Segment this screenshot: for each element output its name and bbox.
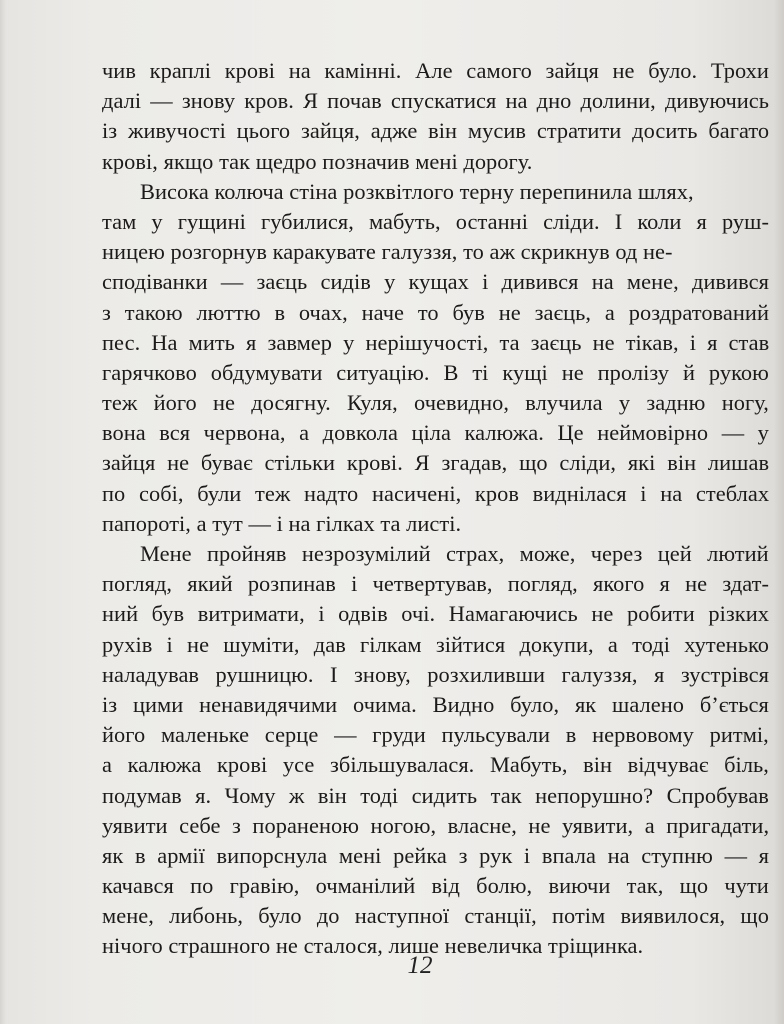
page-number: 12	[407, 952, 433, 979]
text-line: чив краплі крові на камінні. Але самого зайця не було. Трохи	[102, 58, 769, 83]
body-text	[102, 56, 770, 962]
text-line: уявити себе з пораненою ногою, власне, не уявити, а пригадати,	[102, 812, 770, 838]
text-line: Висока колюча стіна розквітлого терну перепинила шлях,	[140, 178, 694, 204]
text-line: ницею розгорнув каракувате галуззя, то аж скрикнув од не-	[102, 239, 673, 265]
text-line: із живучості цього зайця, адже він мусив стратити досить багато	[102, 118, 770, 144]
text-line: рухів і не шуміти, дав гілкам зійтися докупи, а тоді хутенько	[102, 631, 770, 657]
text-line: ний був витримати, і одвів очі. Намагаючись не робити різких	[102, 601, 769, 627]
text-line: подумав я. Чому ж він тоді сидить так непорушно? Спробував	[102, 782, 769, 808]
text-line: як в армії випорснула мені рейка з рук і впала на ступню — я	[102, 842, 770, 868]
text-line: качався по гравію, очманілий від болю, виючи так, що чути	[102, 873, 769, 899]
text-line: наладував рушницю. І знову, розхиливши галуззя, я зустрівся	[102, 661, 769, 687]
text-line: його маленьке серце — груди пульсували в нервовому ритмі,	[102, 722, 769, 748]
text-line: а калюжа крові усе збільшувалася. Мабуть, він відчуває біль,	[102, 752, 769, 778]
text-line: сподіванки — заєць сидів у кущах і дивився на мене, дивився	[102, 269, 769, 295]
text-line: погляд, який розпинав і четвертував, погляд, якого я не здат-	[102, 571, 770, 597]
text-line: там у гущині губилися, мабуть, останні сліди. І коли я руш-	[102, 208, 769, 234]
text-line: пес. На мить я завмер у нерішучості, та заєць не тікав, і я став	[102, 329, 770, 355]
text-line: зайця не буває стільки крові. Я згадав, що сліди, які він лишав	[102, 450, 770, 476]
paragraph-1	[102, 56, 770, 177]
text-line: теж його не досягну. Куля, очевидно, влучила у задню ногу,	[102, 390, 769, 416]
text-line: мене, либонь, було до наступної станції, потім виявилося, що	[102, 903, 769, 929]
text-line: крові, якщо так щедро позначив мені дорогу.	[102, 148, 533, 174]
text-line: із цими ненавидячими очима. Видно було, як шалено б’ється	[102, 691, 769, 717]
text-line: папороті, а тут — і на гілках та листі.	[102, 510, 462, 536]
text-line: далі — знову кров. Я почав спускатися на дно долини, дивуючись	[102, 88, 770, 114]
text-line: вона вся червона, а довкола ціла калюжа. Це неймовірно — у	[102, 420, 769, 446]
page-gutter-shadow	[0, 0, 6, 1024]
text-line: з такою люттю в очах, наче то був не заєць, а роздратований	[102, 299, 769, 325]
paragraph-2	[102, 177, 770, 539]
page-edge-shadow	[774, 0, 784, 1024]
text-line: Мене пройняв незрозумілий страх, може, через цей лютий	[140, 541, 769, 566]
text-line: гарячково обдумувати ситуацію. В ті кущі не пролізу й рукою	[102, 359, 769, 385]
paragraph-3	[102, 539, 770, 962]
text-line: по собі, були теж надто насичені, кров виднілася і на стеблах	[102, 480, 770, 506]
text-line: нічого страшного не сталося, лише невеличка тріщинка.	[102, 933, 644, 959]
